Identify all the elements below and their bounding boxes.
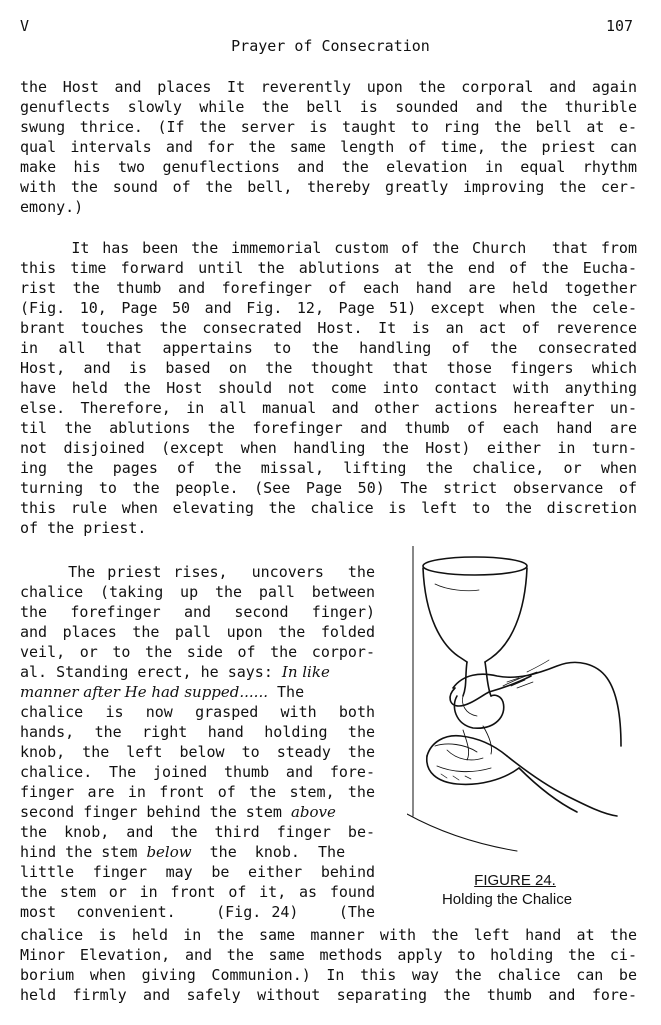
text-line: borium when giving Communion.) In this way the chalice can be xyxy=(20,966,637,984)
italic-text: In like xyxy=(281,663,330,681)
text-line: not disjoined (except when handling the Host) either in turn- xyxy=(20,439,637,457)
text-line xyxy=(20,662,375,682)
text-line: It has been the immemorial custom of the Church that from xyxy=(20,239,637,257)
figure-number xyxy=(400,872,630,889)
chalice-rim xyxy=(423,557,527,575)
right-hand-outline xyxy=(453,662,621,746)
hatching xyxy=(441,774,471,780)
text-line: ing the pages of the missal, lifting the chalice, or when xyxy=(20,459,637,477)
text-line: Minor Elevation, and the same methods apply to holding the ci- xyxy=(20,946,637,964)
text-line: the forefinger and second finger) xyxy=(20,603,375,621)
text-line: have held the Host should not come into contact with anything xyxy=(20,379,637,397)
italic-text: below xyxy=(146,843,192,861)
text-line: The priest rises, uncovers the xyxy=(20,563,375,581)
italic-text: above xyxy=(290,803,336,821)
text-line: swung thrice. (If the server is taught to ring the bell at e- xyxy=(20,118,637,136)
text-line: chalice is now grasped with both xyxy=(20,703,375,721)
text-line: the knob, and the third finger be- xyxy=(20,823,375,841)
text-line: (Fig. 10, Page 50 and Fig. 12, Page 51) except when the cele- xyxy=(20,299,637,317)
chalice-cup-right xyxy=(485,568,527,662)
text-segment: the knob. The xyxy=(191,843,346,861)
text-line: emony.) xyxy=(20,198,84,216)
text-line xyxy=(20,682,375,702)
text-segment: second finger behind the stem xyxy=(20,803,291,821)
text-line: little finger may be either behind xyxy=(20,863,375,881)
text-line: this time forward until the ablutions at the end of the Eucha- xyxy=(20,259,637,277)
text-line xyxy=(20,842,375,862)
text-line: this rule when elevating the chalice is left to the discretion xyxy=(20,499,637,517)
text-line: til the ablutions the forefinger and thumb of each hand are xyxy=(20,419,637,437)
text-segment: hind the stem xyxy=(20,843,147,861)
text-line: with the sound of the bell, thereby greatly improving the cer- xyxy=(20,178,637,196)
text-line: chalice (taking up the pall between xyxy=(20,583,375,601)
chapter-number: V xyxy=(20,17,30,35)
hatching xyxy=(507,678,533,688)
page-number: 107 xyxy=(606,17,634,35)
text-line: hands, the right hand holding the xyxy=(20,723,375,741)
text-line: the stem or in front of it, as found xyxy=(20,883,375,901)
text-line: genuflects slowly while the bell is sounded and the thurible xyxy=(20,98,637,116)
text-line: knob, the left below to steady the xyxy=(20,743,375,761)
text-line: Host, and is based on the thought that those fingers which xyxy=(20,359,637,377)
text-line: finger are in front of the stem, the xyxy=(20,783,375,801)
figure-number-text: FIGURE 24. xyxy=(474,872,556,889)
text-line: and places the pall upon the folded xyxy=(20,623,375,641)
text-line: turning to the people. (See Page 50) The strict observance of xyxy=(20,479,637,497)
text-line: held firmly and safely without separating the thumb and fore- xyxy=(20,986,637,1004)
text-segment: al. Standing erect, he says: xyxy=(20,663,282,681)
hand-holding-chalice-drawing xyxy=(407,546,631,868)
left-hand-outline xyxy=(427,736,507,756)
text-line: rist the thumb and forefinger of each hand are held together xyxy=(20,279,637,297)
left-wrist xyxy=(507,756,617,816)
chalice-cup-left xyxy=(423,568,467,662)
text-line: most convenient. (Fig. 24) (The xyxy=(20,903,375,921)
cup-shading xyxy=(435,584,479,591)
figure-caption: Holding the Chalice xyxy=(441,891,573,908)
text-line xyxy=(20,802,375,822)
text-line: brant touches the consecrated Host. It is an act of reverence xyxy=(20,319,637,337)
text-line: qual intervals and for the same length of time, the priest can xyxy=(20,138,637,156)
italic-text: manner after He had supped...... xyxy=(20,683,268,701)
text-line: else. Therefore, in all manual and other actions hereafter un- xyxy=(20,399,637,417)
text-line: chalice is held in the same manner with the left hand at the xyxy=(20,926,637,944)
text-line: veil, or to the side of the corpor- xyxy=(20,643,375,661)
text-line: make his two genuflections and the elevation in equal rhythm xyxy=(20,158,637,176)
text-line: the Host and places It reverently upon the corporal and again xyxy=(20,78,637,96)
text-line: chalice. The joined thumb and fore- xyxy=(20,763,375,781)
text-line: in all that appertains to the handling of the consecrated xyxy=(20,339,637,357)
page-title: Prayer of Consecration xyxy=(231,37,430,55)
frame-line xyxy=(407,814,517,851)
text-line: of the priest. xyxy=(20,519,147,537)
text-segment: The xyxy=(268,683,305,701)
chalice-knob xyxy=(454,695,503,728)
